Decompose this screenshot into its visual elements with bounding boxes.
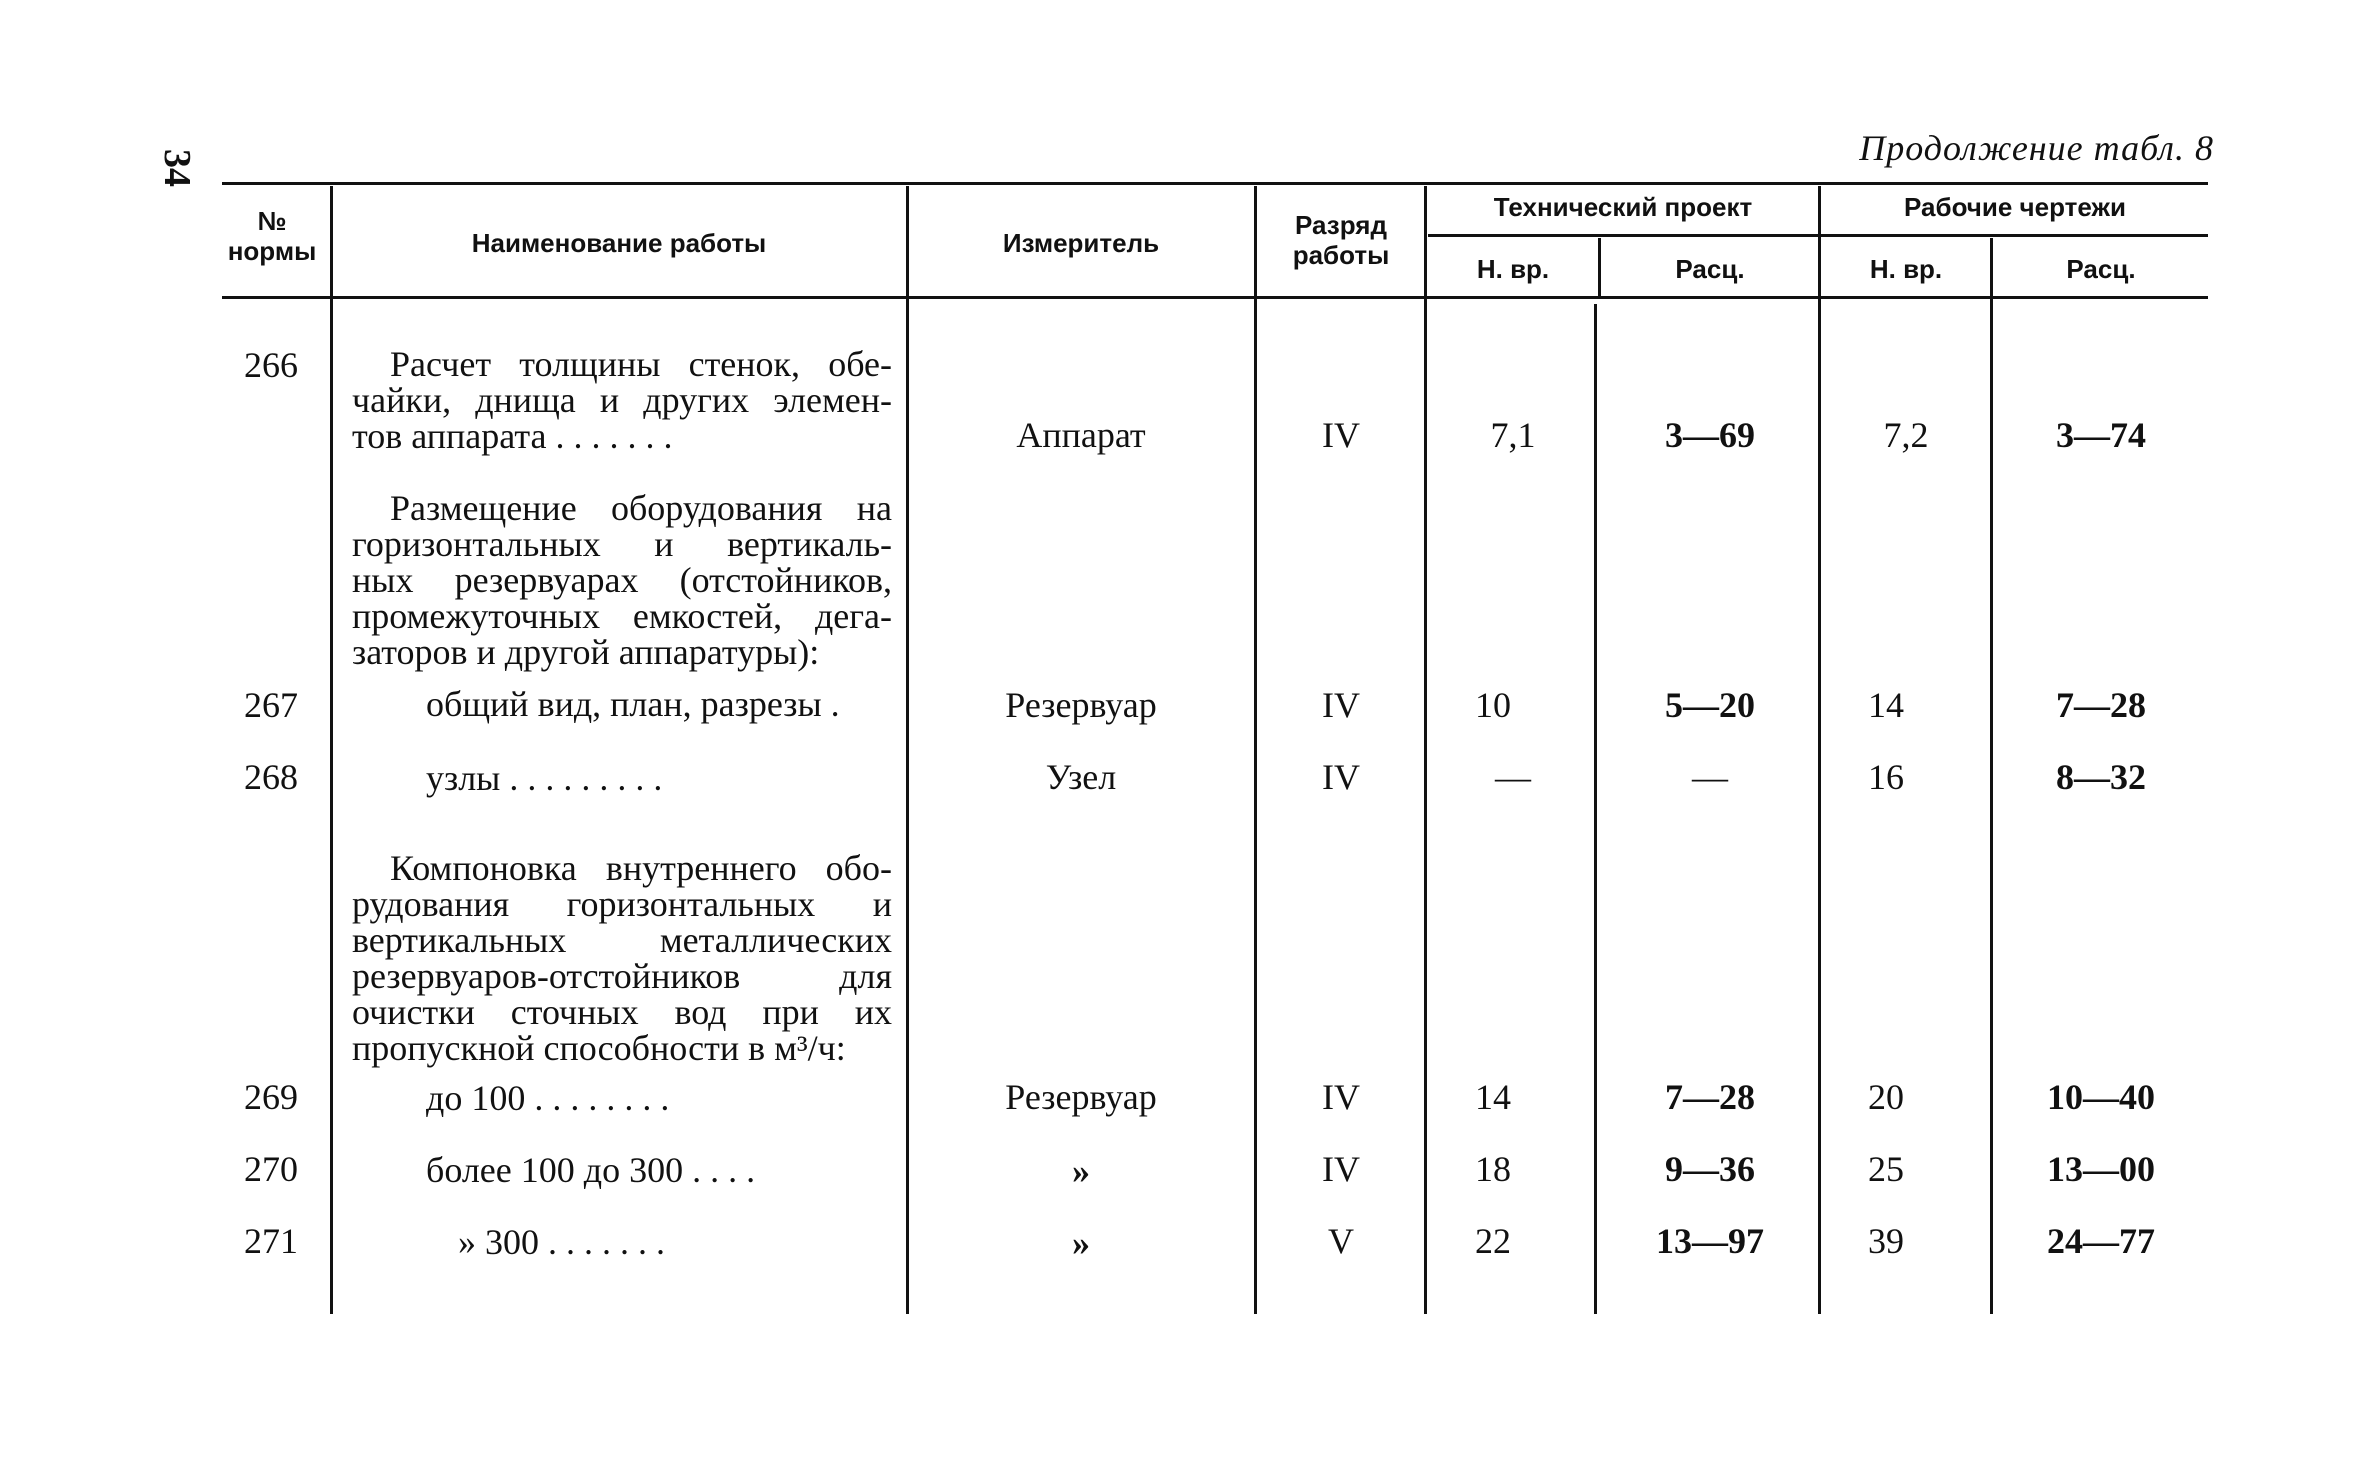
group-heading-line: горизонтальных и вертикаль- [352, 524, 892, 564]
group-heading-line: резервуаров-отстойников для [352, 956, 892, 996]
unit-value: » [1072, 1151, 1090, 1191]
norm-number: 270 [244, 1149, 298, 1189]
unit-value: Резервуар [1005, 1077, 1157, 1117]
tp-time-value: 7,1 [1490, 415, 1536, 455]
col-divider-6 [1818, 186, 1821, 1314]
header-wd-rate: Расц. [2066, 254, 2136, 284]
tp-time-value: 22 [1475, 1221, 1511, 1261]
header-tech-project: Технический проект [1493, 192, 1753, 222]
header-grade-line2: работы [1292, 240, 1390, 270]
work-name: более 100 до 300 . . . . [426, 1150, 756, 1190]
tp-rate-value: 13—97 [1656, 1221, 1764, 1261]
wd-rate-value: 24—77 [2047, 1221, 2155, 1261]
unit-value: Резервуар [1005, 685, 1157, 725]
work-name: до 100 . . . . . . . . [426, 1078, 670, 1118]
header-subrule-wd [1820, 234, 2208, 237]
group-heading-line: Размещение оборудования на [390, 488, 892, 528]
grade-value: IV [1322, 415, 1360, 455]
wd-time-value: 39 [1868, 1221, 1904, 1261]
group-heading-line: пропускной способности в м³/ч: [352, 1028, 846, 1068]
group-heading-line: вертикальных металлических [352, 920, 892, 960]
grade-value: IV [1322, 1077, 1360, 1117]
col-divider-4 [1424, 186, 1427, 1314]
group-heading-line: Компоновка внутреннего обо- [390, 848, 892, 888]
tp-time-value: 18 [1475, 1149, 1511, 1189]
header-tp-time-norm: Н. вр. [1476, 254, 1550, 284]
group-heading-line: рудования горизонтальных и [352, 884, 892, 924]
grade-value: IV [1322, 757, 1360, 797]
header-subrule-tp [1428, 234, 1818, 237]
col-divider-7 [1990, 238, 1993, 1314]
wd-time-value: 7,2 [1883, 415, 1929, 455]
col-divider-2 [906, 186, 909, 1314]
header-unit: Измеритель [1002, 228, 1160, 258]
group-heading [352, 850, 892, 1066]
norm-number: 271 [244, 1221, 298, 1261]
grade-value: IV [1322, 685, 1360, 725]
norm-number: 266 [244, 345, 298, 385]
norm-number: 269 [244, 1077, 298, 1117]
wd-time-value: 20 [1868, 1077, 1904, 1117]
tp-time-value: — [1495, 757, 1531, 797]
header-norm-no-line1: № [257, 206, 287, 236]
tp-rate-value: 9—36 [1665, 1149, 1755, 1189]
tp-rate-value: 7—28 [1665, 1077, 1755, 1117]
wd-rate-value: 3—74 [2056, 415, 2146, 455]
work-name: общий вид, план, разрезы . [426, 684, 840, 724]
tp-rate-value: 3—69 [1665, 415, 1755, 455]
wd-time-value: 14 [1868, 685, 1904, 725]
col-divider-5 [1598, 238, 1601, 296]
tp-time-value: 14 [1475, 1077, 1511, 1117]
grade-value: V [1328, 1221, 1354, 1261]
tp-rate-value: 5—20 [1665, 685, 1755, 725]
wd-rate-value: 10—40 [2047, 1077, 2155, 1117]
header-bottom-rule [222, 296, 2208, 299]
col-divider-3 [1254, 186, 1257, 1314]
header-grade [1258, 210, 1424, 270]
work-name [352, 346, 892, 454]
header-tp-rate: Расц. [1675, 254, 1745, 284]
tp-rate-value: — [1692, 757, 1728, 797]
group-heading-line: ных резервуарах (отстойников, [352, 560, 892, 600]
unit-value: Узел [1045, 757, 1117, 797]
work-name: » 300 . . . . . . . [458, 1222, 665, 1262]
work-name-line: Расчет толщины стенок, обе- [390, 344, 892, 384]
norm-number: 268 [244, 757, 298, 797]
wd-time-value: 25 [1868, 1149, 1904, 1189]
unit-value: Аппарат [1016, 415, 1146, 455]
group-heading-line: очистки сточных вод при их [352, 992, 892, 1032]
norm-number: 267 [244, 685, 298, 725]
group-heading-line: промежуточных емкостей, дега- [352, 596, 892, 636]
tp-time-value: 10 [1475, 685, 1511, 725]
header-norm-no-line2: нормы [227, 236, 317, 266]
group-heading-line: заторов и другой аппаратуры): [352, 632, 820, 672]
work-name-line: чайки, днища и других элемен- [352, 380, 892, 420]
wd-time-value: 16 [1868, 757, 1904, 797]
work-name-line: тов аппарата . . . . . . . [352, 416, 673, 456]
header-grade-line1: Разряд [1295, 210, 1387, 240]
wd-rate-value: 13—00 [2047, 1149, 2155, 1189]
wd-rate-value: 8—32 [2056, 757, 2146, 797]
table-continuation-caption: Продолжение табл. 8 [1859, 128, 2214, 168]
header-working-drawings: Рабочие чертежи [1904, 192, 2126, 222]
grade-value: IV [1322, 1149, 1360, 1189]
wd-rate-value: 7—28 [2056, 685, 2146, 725]
table-top-rule [222, 182, 2208, 185]
work-name: узлы . . . . . . . . . [426, 758, 663, 798]
unit-value: » [1072, 1223, 1090, 1263]
header-wd-time-norm: Н. вр. [1869, 254, 1943, 284]
header-norm-no [216, 206, 328, 266]
page-number: 34 [156, 149, 198, 187]
group-heading [352, 490, 892, 670]
col-divider-1 [330, 186, 333, 1314]
header-work-name: Наименование работы [471, 228, 767, 258]
